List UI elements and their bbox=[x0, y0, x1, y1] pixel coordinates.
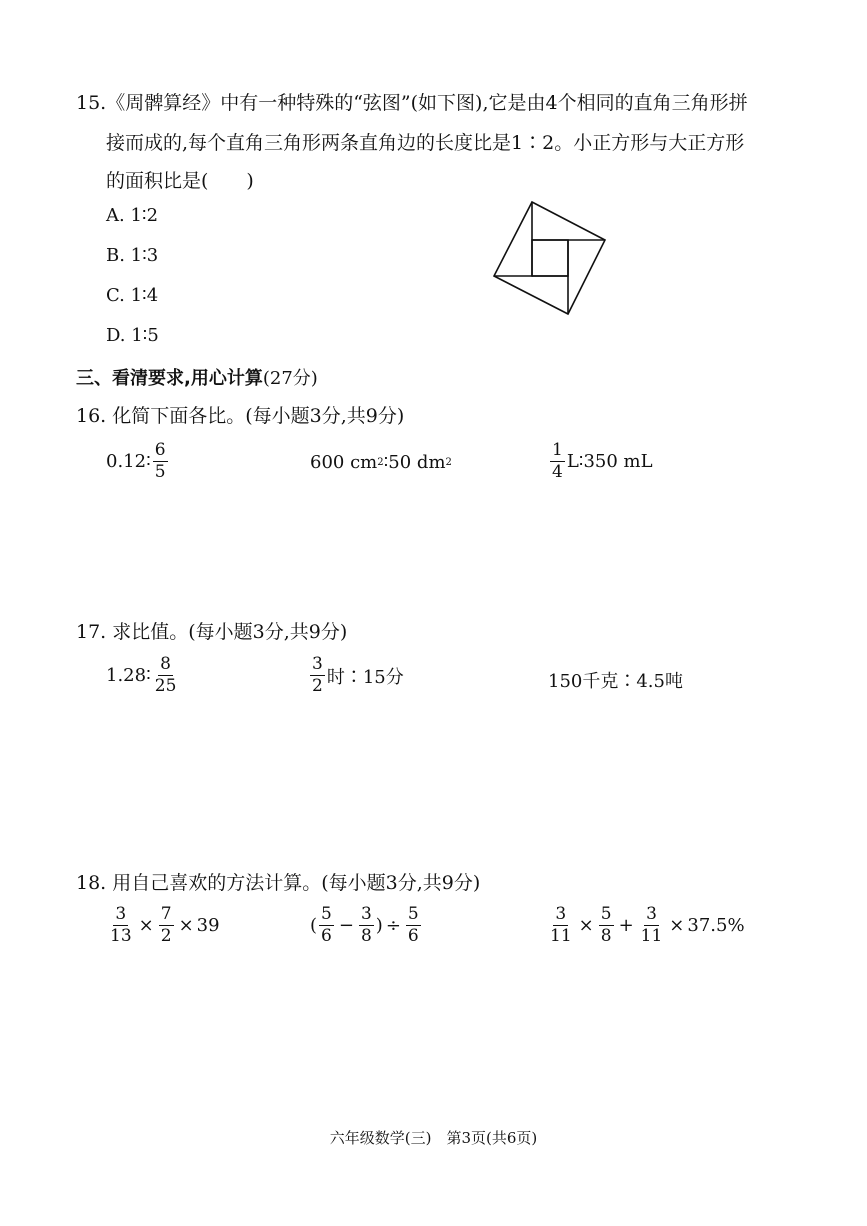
denominator: 13 bbox=[110, 926, 132, 946]
q16-expr-2 bbox=[310, 452, 452, 473]
page-footer: 六年级数学(三) 第3页(共6页) bbox=[329, 1129, 538, 1147]
q16-expr-1 bbox=[106, 442, 170, 481]
operator: × bbox=[178, 915, 194, 936]
inner-square bbox=[532, 240, 568, 276]
q15-option-d: D. 1∶5 bbox=[106, 325, 159, 346]
denominator: 25 bbox=[154, 676, 177, 696]
q15-option-a: A. 1∶2 bbox=[106, 205, 159, 226]
left-paren: ( bbox=[310, 915, 318, 936]
fraction bbox=[159, 906, 174, 945]
q15-option-b: B. 1∶3 bbox=[106, 245, 159, 266]
denominator: 11 bbox=[640, 926, 663, 946]
q17-stem: 17. 求比值。(每小题3分,共9分) bbox=[76, 621, 348, 643]
denominator: 2 bbox=[160, 926, 172, 946]
operand: 37.5% bbox=[687, 915, 745, 936]
numerator: 3 bbox=[555, 904, 567, 924]
right-paren: ) bbox=[375, 915, 383, 936]
denominator: 11 bbox=[550, 926, 572, 946]
numerator: 7 bbox=[160, 904, 172, 924]
q16-expr-3-fraction bbox=[550, 442, 565, 481]
q17-expr-3-text: 150千克∶4.5吨 bbox=[548, 671, 683, 692]
operator: − bbox=[338, 915, 354, 936]
q16-expr-1-fraction bbox=[153, 442, 168, 481]
q15-line-3: 的面积比是( ) bbox=[106, 170, 254, 192]
denominator: 5 bbox=[154, 462, 166, 482]
q17-expr-2 bbox=[308, 656, 404, 695]
outer-square bbox=[494, 202, 605, 314]
fraction bbox=[406, 906, 421, 945]
section-3-title: 三、看清要求,用心计算 bbox=[76, 368, 263, 389]
q17-expr-2-text: 时∶15分 bbox=[326, 666, 404, 688]
q15-line-2: 接而成的,每个直角三角形两条直角边的长度比是1∶2。小正方形与大正方形 bbox=[106, 132, 745, 154]
q17-expr-1-text: 1.28∶ bbox=[106, 665, 151, 686]
fraction bbox=[548, 906, 574, 945]
q17-expr-2-fraction bbox=[310, 656, 325, 695]
numerator: 3 bbox=[360, 904, 372, 924]
q18-expr-1 bbox=[106, 906, 220, 945]
operator: × bbox=[138, 915, 154, 936]
numerator: 3 bbox=[115, 904, 127, 924]
q18-stem: 18. 用自己喜欢的方法计算。(每小题3分,共9分) bbox=[76, 872, 481, 894]
q17-expr-1 bbox=[106, 656, 180, 695]
numerator: 3 bbox=[646, 904, 657, 924]
numerator: 6 bbox=[154, 440, 166, 460]
denominator: 6 bbox=[321, 926, 332, 946]
q16-expr-2-sup-b: 2 bbox=[445, 457, 452, 468]
numerator: 3 bbox=[312, 654, 323, 674]
denominator: 8 bbox=[360, 926, 372, 946]
operator: × bbox=[578, 915, 594, 936]
q15-option-c: C. 1∶4 bbox=[106, 285, 159, 306]
q15-line-1: 15.《周髀算经》中有一种特殊的“弦图”(如下图),它是由4个相同的直角三角形拼 bbox=[76, 92, 748, 114]
q18-expr-2 bbox=[310, 906, 423, 945]
numerator: 8 bbox=[160, 654, 171, 674]
denominator: 6 bbox=[407, 926, 419, 946]
q16-stem: 16. 化简下面各比。(每小题3分,共9分) bbox=[76, 405, 405, 427]
q16-expr-3-text: L∶350 mL bbox=[566, 451, 653, 472]
q18-expr-3 bbox=[546, 906, 745, 945]
numerator: 5 bbox=[321, 904, 332, 924]
section-3-heading bbox=[76, 364, 318, 390]
q17-expr-1-fraction bbox=[153, 656, 179, 695]
numerator: 5 bbox=[407, 904, 419, 924]
q16-expr-3 bbox=[548, 442, 653, 481]
q17-expr-3 bbox=[548, 667, 683, 693]
chord-diagram bbox=[488, 198, 612, 318]
fraction bbox=[599, 906, 614, 945]
fraction bbox=[319, 906, 334, 945]
denominator: 8 bbox=[600, 926, 612, 946]
fraction bbox=[359, 906, 374, 945]
operator: × bbox=[669, 915, 685, 936]
q16-expr-2-sup-a: 2 bbox=[377, 457, 384, 468]
operator: ÷ bbox=[385, 915, 401, 936]
fraction bbox=[639, 906, 665, 945]
q16-expr-1-text: 0.12∶ bbox=[106, 451, 151, 472]
q16-expr-2-text-b: ∶50 dm bbox=[383, 452, 446, 473]
operand: 39 bbox=[196, 915, 220, 936]
denominator: 2 bbox=[312, 676, 323, 696]
numerator: 5 bbox=[600, 904, 612, 924]
fraction bbox=[108, 906, 134, 945]
section-3-points: (27分) bbox=[262, 368, 318, 389]
numerator: 1 bbox=[552, 440, 563, 460]
q16-expr-2-text-a: 600 cm bbox=[310, 452, 378, 473]
operator: + bbox=[618, 915, 634, 936]
denominator: 4 bbox=[552, 462, 563, 482]
